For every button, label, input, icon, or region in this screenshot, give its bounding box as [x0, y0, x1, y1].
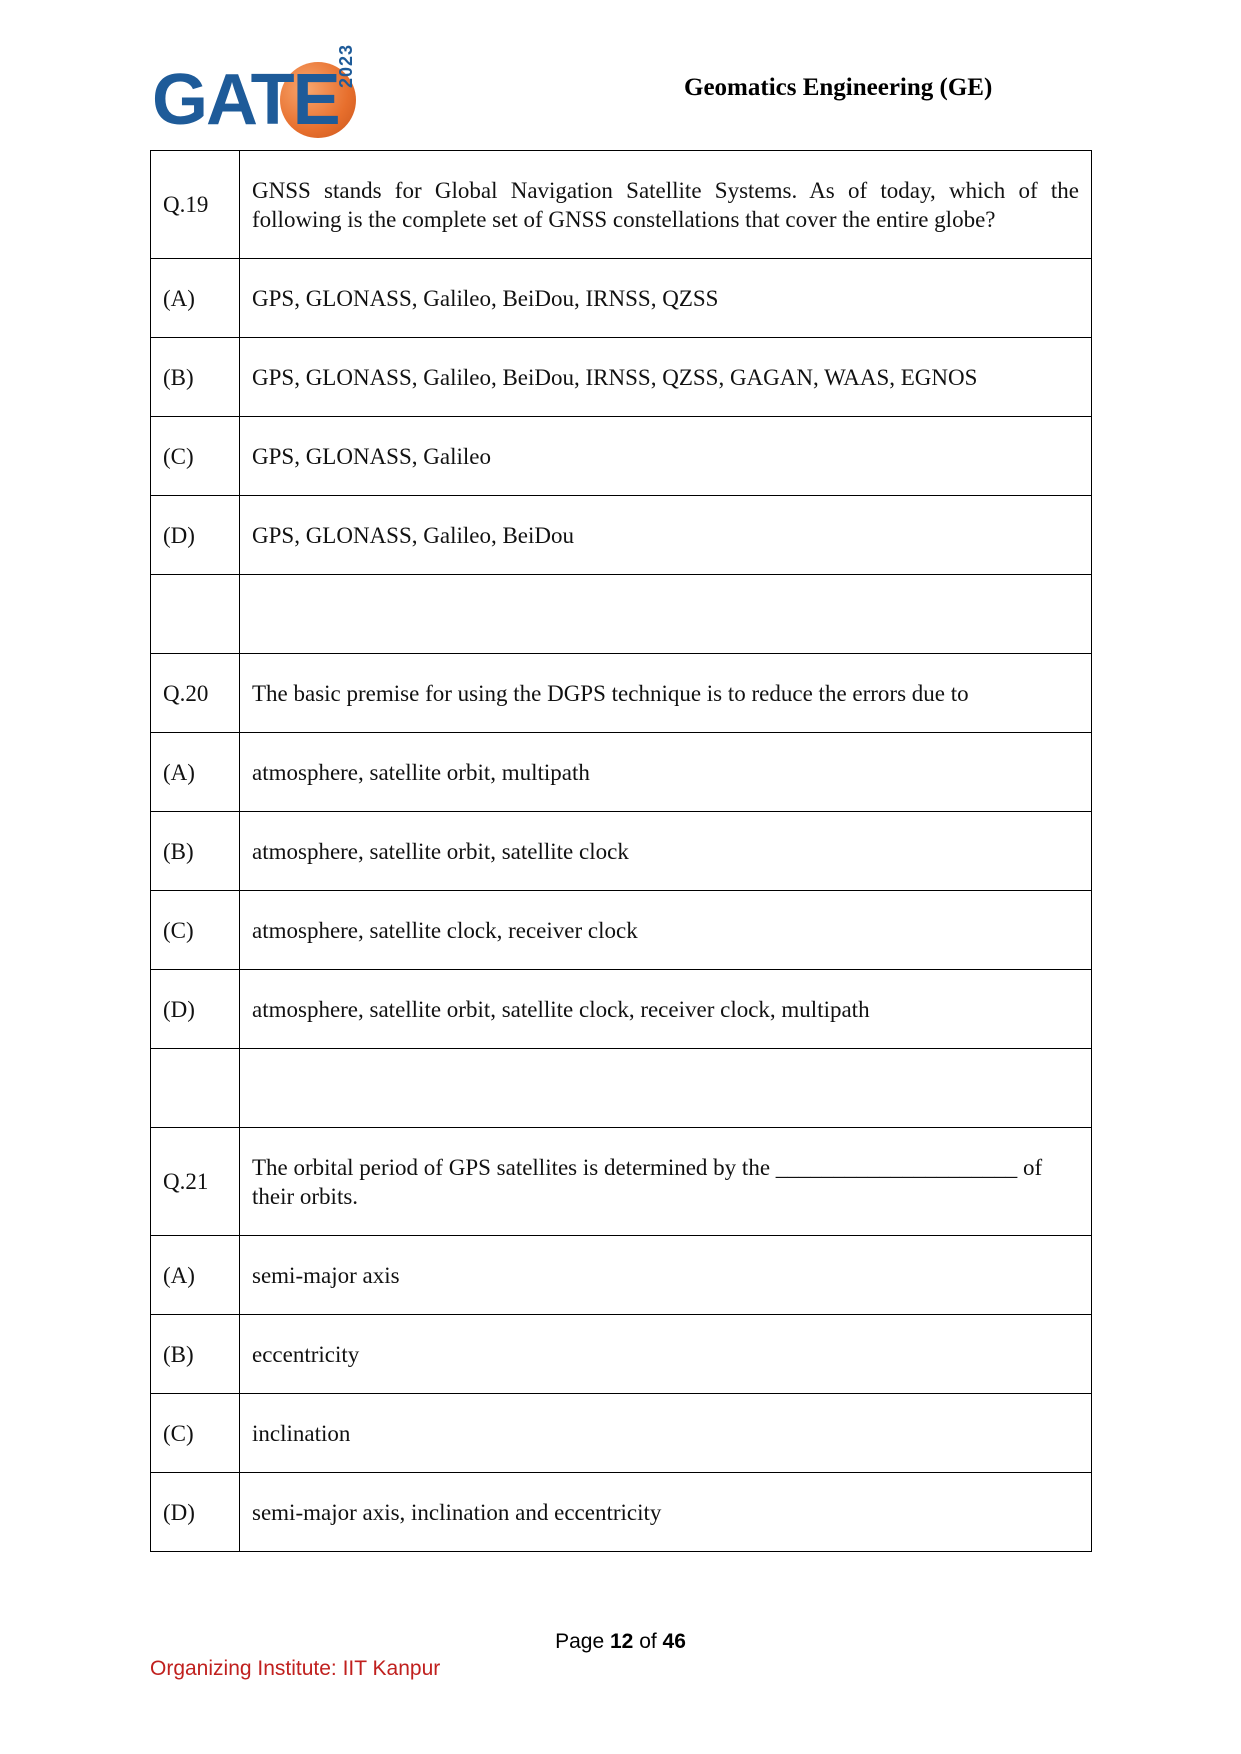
- spacer-row: [151, 575, 1092, 654]
- option-text: semi-major axis: [240, 1236, 1092, 1315]
- option-row: [151, 891, 1092, 970]
- option-label: (C): [151, 891, 240, 970]
- option-text: eccentricity: [240, 1315, 1092, 1394]
- option-label: (D): [151, 1473, 240, 1552]
- option-label: (A): [151, 733, 240, 812]
- option-text: atmosphere, satellite orbit, satellite clock, receiver clock, multipath: [240, 970, 1092, 1049]
- question-number: Q.19: [151, 151, 240, 259]
- option-row: [151, 417, 1092, 496]
- question-number: Q.21: [151, 1128, 240, 1236]
- spacer-row: [151, 1049, 1092, 1128]
- option-text: GPS, GLONASS, Galileo: [240, 417, 1092, 496]
- option-row: [151, 496, 1092, 575]
- logo-year: 2023: [336, 43, 356, 88]
- organizing-institute: Organizing Institute: IIT Kanpur: [150, 1657, 441, 1680]
- option-row: [151, 1473, 1092, 1552]
- option-text: GPS, GLONASS, Galileo, BeiDou, IRNSS, QZSS: [240, 259, 1092, 338]
- paper-subject-title: Geomatics Engineering (GE): [684, 74, 993, 101]
- page-of: of: [639, 1630, 657, 1653]
- page-prefix: Page: [555, 1630, 605, 1653]
- question-table: [150, 150, 1092, 1552]
- question-row: [151, 1128, 1092, 1236]
- option-row: [151, 259, 1092, 338]
- option-label: (A): [151, 259, 240, 338]
- page-total: 46: [662, 1630, 686, 1653]
- option-text: GPS, GLONASS, Galileo, BeiDou: [240, 496, 1092, 575]
- option-row: [151, 1394, 1092, 1473]
- spacer-cell: [240, 1049, 1092, 1128]
- option-text: atmosphere, satellite orbit, multipath: [240, 733, 1092, 812]
- option-label: (B): [151, 338, 240, 417]
- spacer-cell: [151, 1049, 240, 1128]
- logo-text: GATE: [152, 60, 339, 140]
- spacer-cell: [240, 575, 1092, 654]
- option-label: (B): [151, 1315, 240, 1394]
- option-row: [151, 733, 1092, 812]
- option-label: (C): [151, 417, 240, 496]
- question-text: The basic premise for using the DGPS technique is to reduce the errors due to: [240, 654, 1092, 733]
- option-text: semi-major axis, inclination and eccentricity: [240, 1473, 1092, 1552]
- question-text: The orbital period of GPS satellites is determined by the _____________________ of their orbits.: [240, 1128, 1092, 1236]
- option-label: (A): [151, 1236, 240, 1315]
- option-row: [151, 812, 1092, 891]
- question-text: GNSS stands for Global Navigation Satellite Systems. As of today, which of the following is the complete set of GNSS constellations that cover the entire globe?: [240, 151, 1092, 259]
- page-current: 12: [609, 1630, 634, 1653]
- option-text: inclination: [240, 1394, 1092, 1473]
- option-text: GPS, GLONASS, Galileo, BeiDou, IRNSS, QZSS, GAGAN, WAAS, EGNOS: [240, 338, 1092, 417]
- option-row: [151, 338, 1092, 417]
- option-row: [151, 970, 1092, 1049]
- spacer-cell: [151, 575, 240, 654]
- question-row: [151, 151, 1092, 259]
- option-label: (D): [151, 970, 240, 1049]
- option-row: [151, 1315, 1092, 1394]
- question-row: [151, 654, 1092, 733]
- option-label: (D): [151, 496, 240, 575]
- option-label: (B): [151, 812, 240, 891]
- option-row: [151, 1236, 1092, 1315]
- option-text: atmosphere, satellite clock, receiver clock: [240, 891, 1092, 970]
- gate-2023-logo: [152, 43, 362, 142]
- page-number: [0, 1630, 1241, 1654]
- option-label: (C): [151, 1394, 240, 1473]
- option-text: atmosphere, satellite orbit, satellite clock: [240, 812, 1092, 891]
- question-number: Q.20: [151, 654, 240, 733]
